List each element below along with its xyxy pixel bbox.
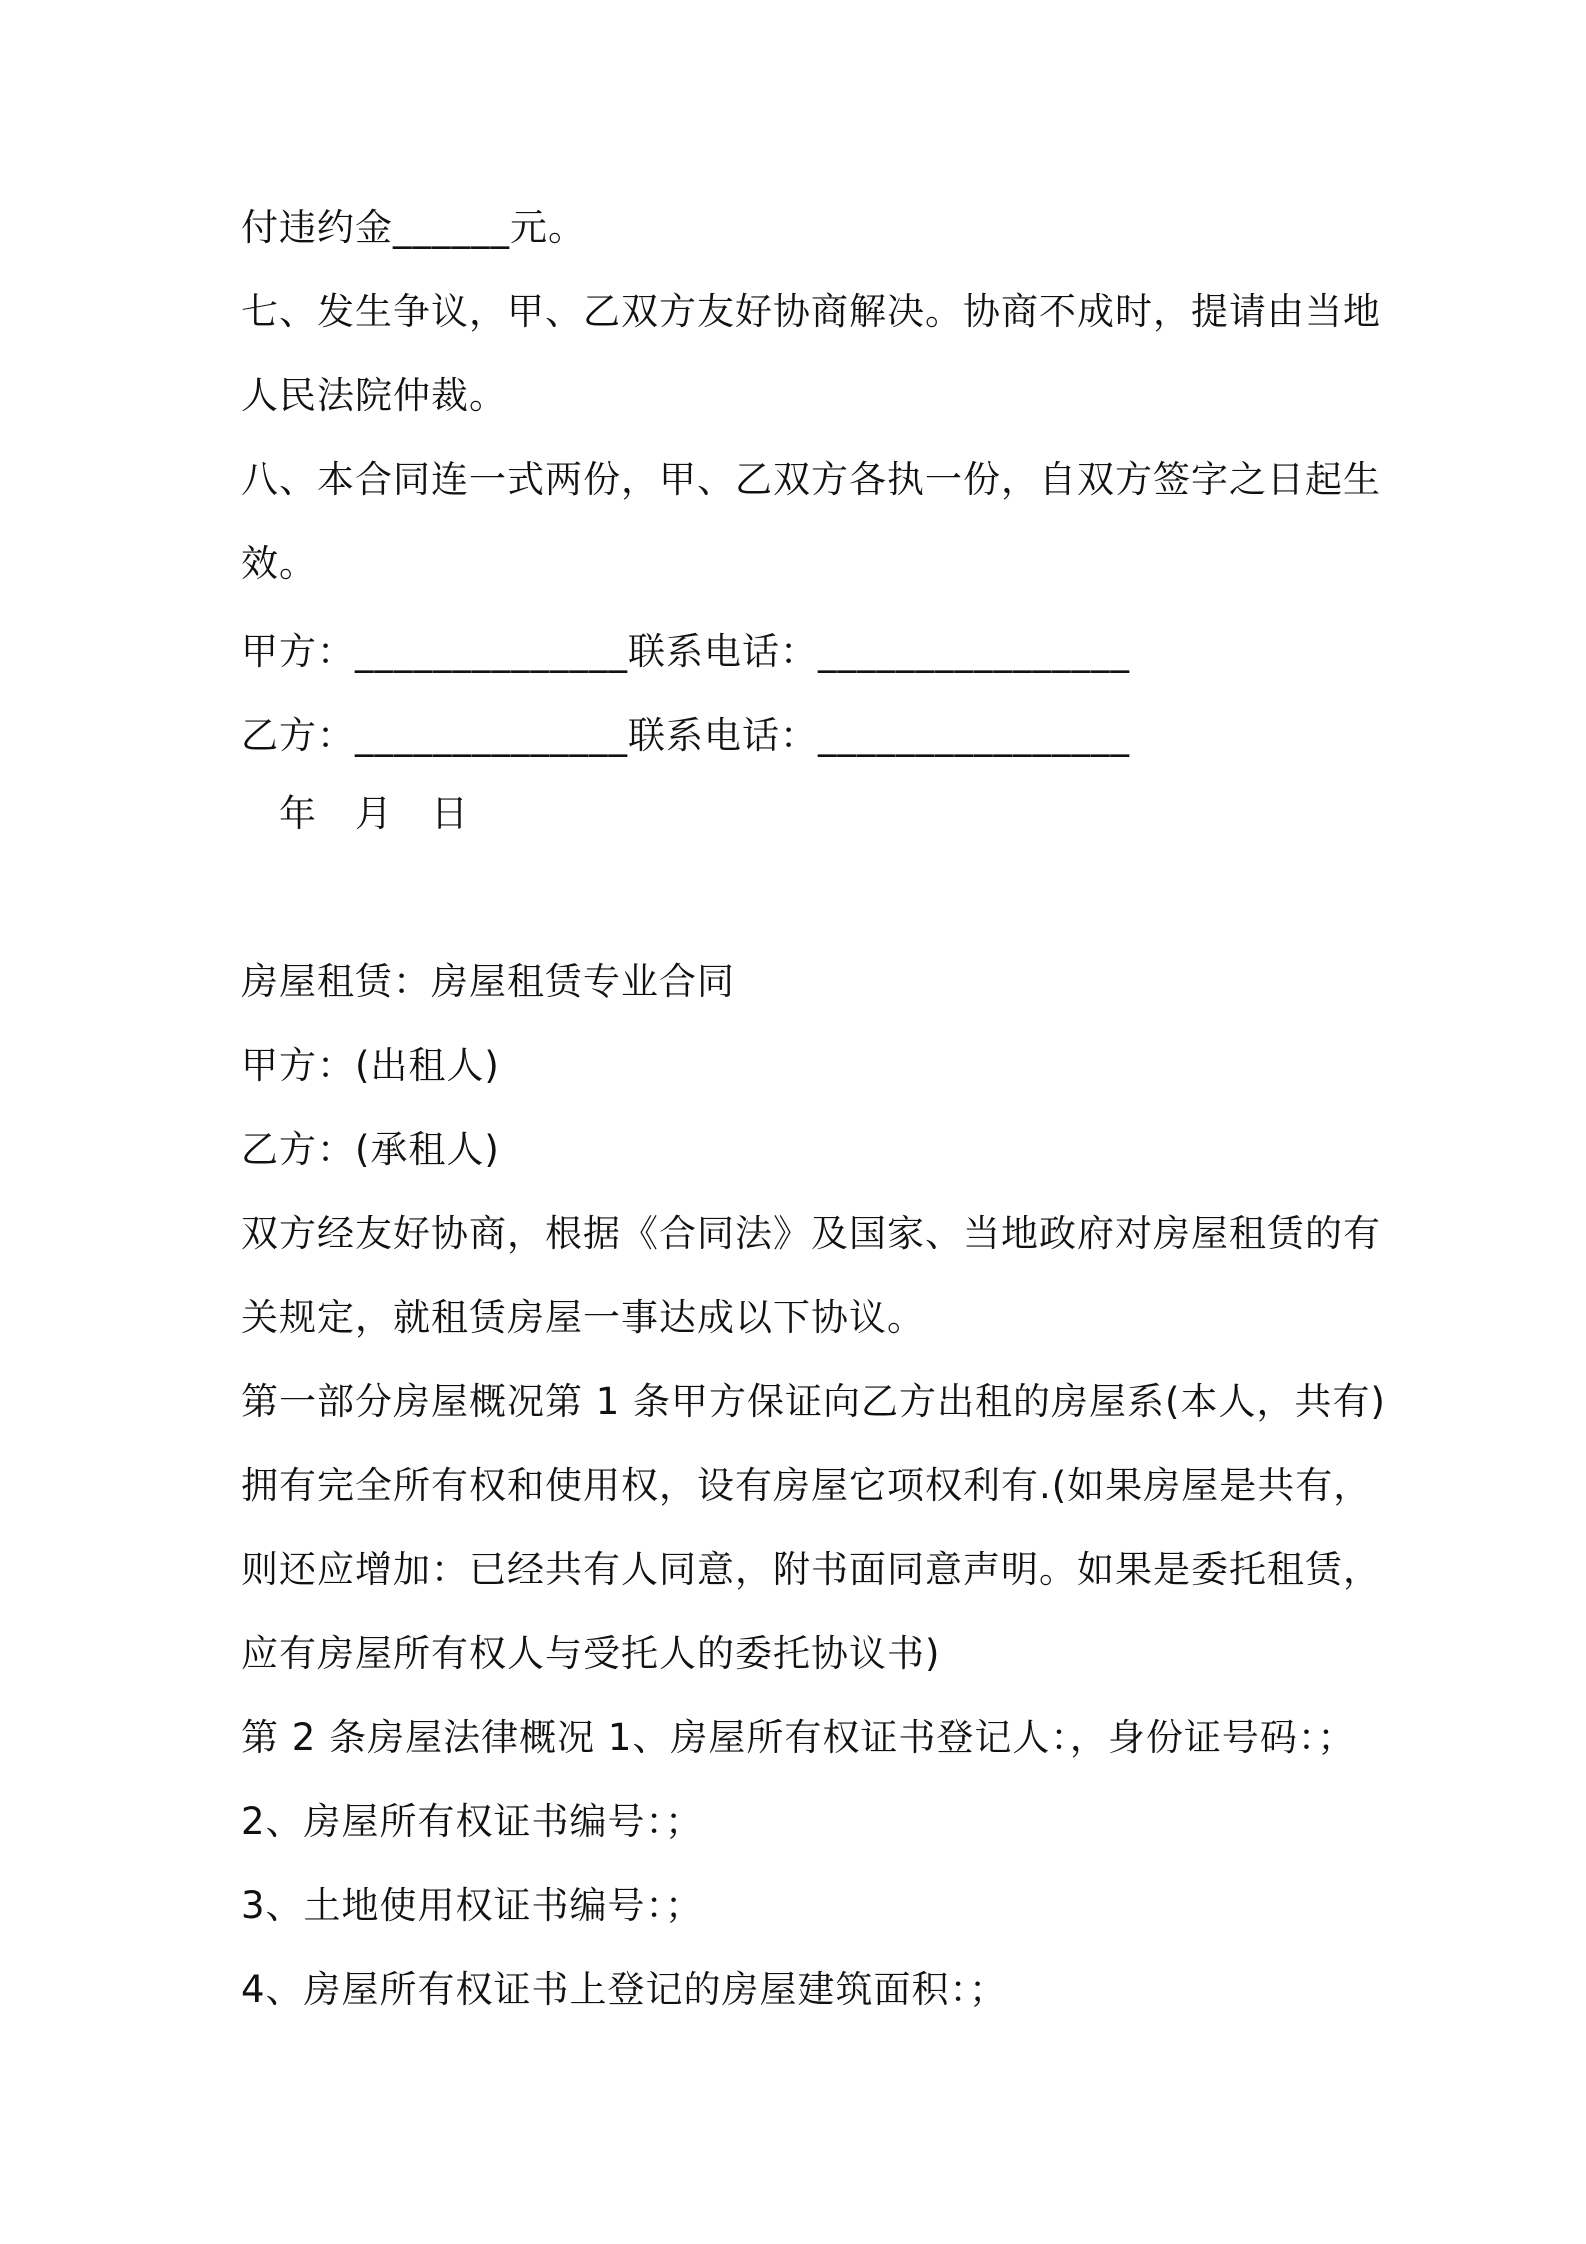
text-line-article-1-cont3: 应有房屋所有权人与受托人的委托协议书) bbox=[241, 1632, 941, 1675]
text-line-article-1-cont: 拥有完全所有权和使用权，设有房屋它项权利有.(如果房屋是共有， bbox=[241, 1464, 1372, 1507]
party-b-lessee: 乙方：(承租人) bbox=[241, 1128, 500, 1171]
text-line-article-2-item-3: 3、土地使用权证书编号：； bbox=[241, 1884, 704, 1927]
text-line-clause-8-cont: 效。 bbox=[241, 542, 317, 585]
text-line-preamble-cont: 关规定，就租赁房屋一事达成以下协议。 bbox=[241, 1296, 925, 1339]
text-line-clause-7: 七、发生争议，甲、乙双方友好协商解决。协商不成时，提请由当地 bbox=[241, 290, 1381, 333]
party-a-lessor: 甲方：(出租人) bbox=[241, 1044, 500, 1087]
text-line-penalty-amount: 付违约金______元。 bbox=[241, 206, 586, 249]
text-line-article-1-cont2: 则还应增加：已经共有人同意，附书面同意声明。如果是委托租赁， bbox=[241, 1548, 1381, 1591]
text-line-article-1: 第一部分房屋概况第 1 条甲方保证向乙方出租的房屋系(本人，共有) bbox=[241, 1380, 1386, 1423]
contract-title: 房屋租赁：房屋租赁专业合同 bbox=[241, 960, 735, 1003]
text-line-clause-7-cont: 人民法院仲裁。 bbox=[241, 374, 507, 417]
text-line-preamble: 双方经友好协商，根据《合同法》及国家、当地政府对房屋租赁的有 bbox=[241, 1212, 1381, 1255]
text-line-clause-8: 八、本合同连一式两份，甲、乙双方各执一份，自双方签字之日起生 bbox=[241, 458, 1381, 501]
signature-date: 年 月 日 bbox=[241, 792, 469, 835]
signature-party-a: 甲方：______________联系电话：________________ bbox=[241, 630, 1130, 673]
signature-party-b: 乙方：______________联系电话：________________ bbox=[241, 714, 1130, 757]
text-line-article-2-item-2: 2、房屋所有权证书编号：； bbox=[241, 1800, 704, 1843]
text-line-article-2-item-4: 4、房屋所有权证书上登记的房屋建筑面积：； bbox=[241, 1968, 1008, 2011]
text-line-article-2: 第 2 条房屋法律概况 1、房屋所有权证书登记人：，身份证号码：； bbox=[241, 1716, 1356, 1759]
